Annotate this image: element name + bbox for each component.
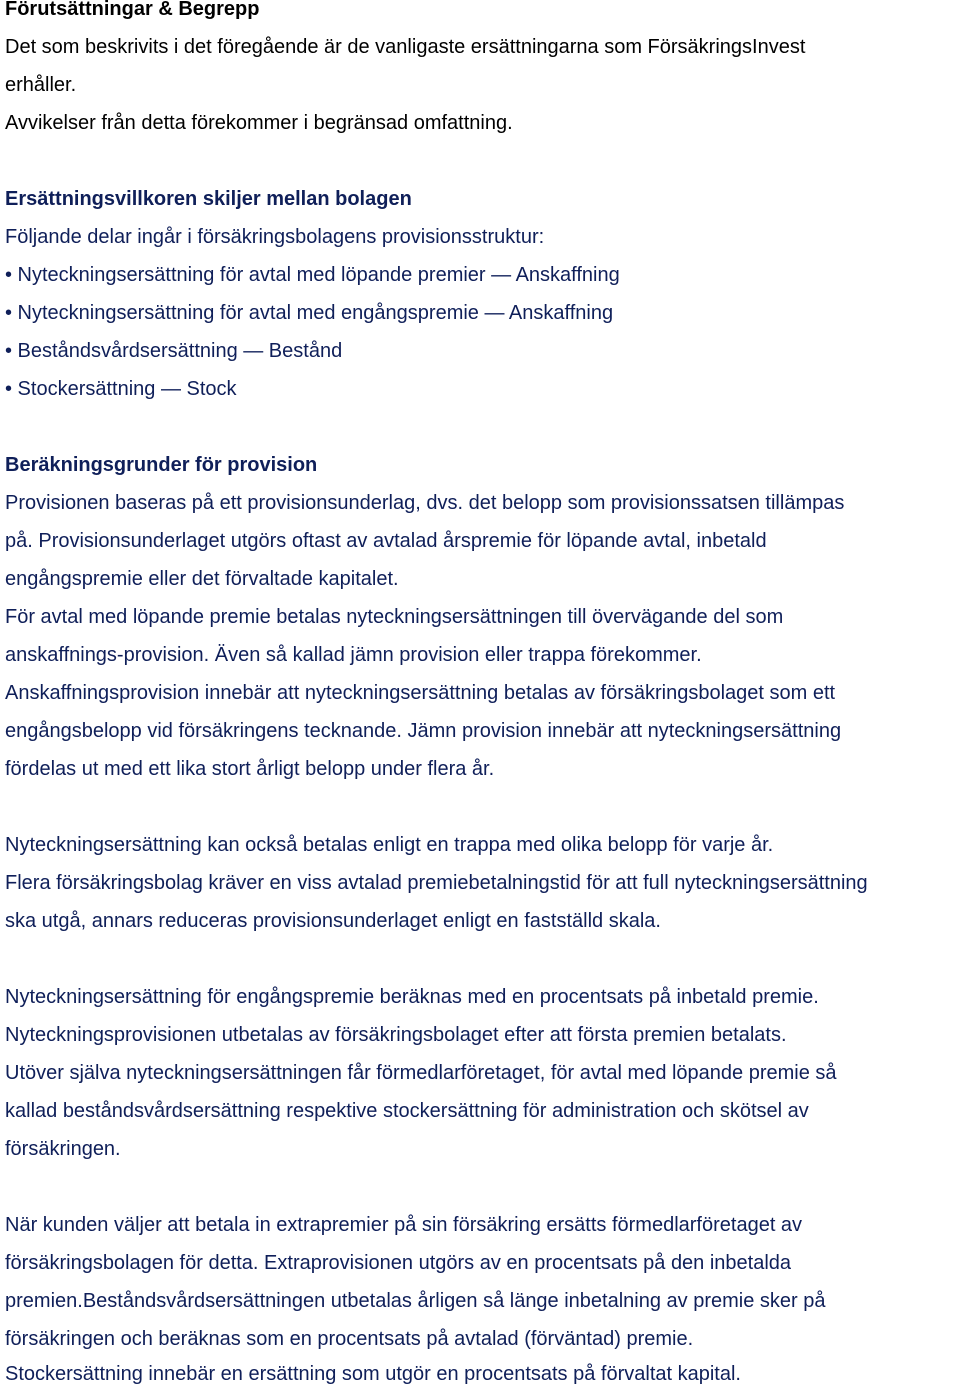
paragraph-line: engångspremie eller det förvaltade kapitalet. bbox=[5, 568, 399, 590]
paragraph-line: engångsbelopp vid försäkringens tecknande. Jämn provision innebär att nyteckningsersättning bbox=[5, 720, 842, 742]
paragraph-line: anskaffnings-provision. Även så kallad jämn provision eller trappa förekommer. bbox=[5, 644, 702, 666]
paragraph-line: Följande delar ingår i försäkringsbolagens provisionsstruktur: bbox=[5, 226, 545, 248]
paragraph-line: försäkringsbolagen för detta. Extraprovisionen utgörs av en procentsats på den inbetalda bbox=[5, 1252, 792, 1274]
paragraph-line: Avvikelser från detta förekommer i begränsad omfattning. bbox=[5, 112, 513, 134]
bullet-item: • Beståndsvårdsersättning — Bestånd bbox=[5, 340, 343, 362]
bullet-item: • Nyteckningsersättning för avtal med löpande premier — Anskaffning bbox=[5, 264, 620, 286]
bullet-item: • Nyteckningsersättning för avtal med engångspremie — Anskaffning bbox=[5, 302, 614, 324]
paragraph-line: Provisionen baseras på ett provisionsunderlag, dvs. det belopp som provisionssatsen tillämpas bbox=[5, 492, 845, 514]
section-heading-compensation-terms: Ersättningsvillkoren skiljer mellan bolagen bbox=[5, 188, 412, 210]
section-heading-calculation-basis: Beräkningsgrunder för provision bbox=[5, 454, 318, 476]
bullet-item: • Stockersättning — Stock bbox=[5, 378, 237, 400]
paragraph-line: Stockersättning innebär en ersättning som utgör en procentsats på förvaltat kapital. bbox=[5, 1363, 741, 1385]
paragraph-line: Nyteckningsersättning kan också betalas enligt en trappa med olika belopp för varje år. bbox=[5, 834, 774, 856]
paragraph-line: När kunden väljer att betala in extrapremier på sin försäkring ersätts förmedlarföretaget av bbox=[5, 1214, 803, 1236]
paragraph-line: För avtal med löpande premie betalas nyteckningsersättningen till övervägande del som bbox=[5, 606, 784, 628]
paragraph-line: på. Provisionsunderlaget utgörs oftast av avtalad årspremie för löpande avtal, inbetald bbox=[5, 530, 767, 552]
paragraph-line: ska utgå, annars reduceras provisionsunderlaget enligt en fastställd skala. bbox=[5, 910, 661, 932]
paragraph-line: Nyteckningsersättning för engångspremie beräknas med en procentsats på inbetald premie. bbox=[5, 986, 819, 1008]
paragraph-line: premien.Beståndsvårdsersättningen utbetalas årligen så länge inbetalning av premie sker på bbox=[5, 1290, 826, 1312]
paragraph-line: Anskaffningsprovision innebär att nyteckningsersättning betalas av försäkringsbolaget som ett bbox=[5, 682, 836, 704]
paragraph-line: fördelas ut med ett lika stort årligt belopp under flera år. bbox=[5, 758, 495, 780]
paragraph-line: kallad beståndsvårdsersättning respektive stockersättning för administration och skötsel av bbox=[5, 1100, 809, 1122]
paragraph-line: försäkringen. bbox=[5, 1138, 121, 1160]
paragraph-line: Det som beskrivits i det föregående är de vanligaste ersättningarna som FörsäkringsInvest bbox=[5, 36, 806, 58]
paragraph-line: Flera försäkringsbolag kräver en viss avtalad premiebetalningstid för att full nyteckningsersättning bbox=[5, 872, 868, 894]
paragraph-line: erhåller. bbox=[5, 74, 77, 96]
paragraph-line: försäkringen och beräknas som en procentsats på avtalad (förväntad) premie. bbox=[5, 1328, 694, 1350]
paragraph-line: Nyteckningsprovisionen utbetalas av försäkringsbolaget efter att första premien betalats. bbox=[5, 1024, 787, 1046]
paragraph-line: Utöver själva nyteckningsersättningen får förmedlarföretaget, för avtal med löpande premie så bbox=[5, 1062, 837, 1084]
section-heading-prerequisites: Förutsättningar & Begrepp bbox=[5, 0, 260, 20]
